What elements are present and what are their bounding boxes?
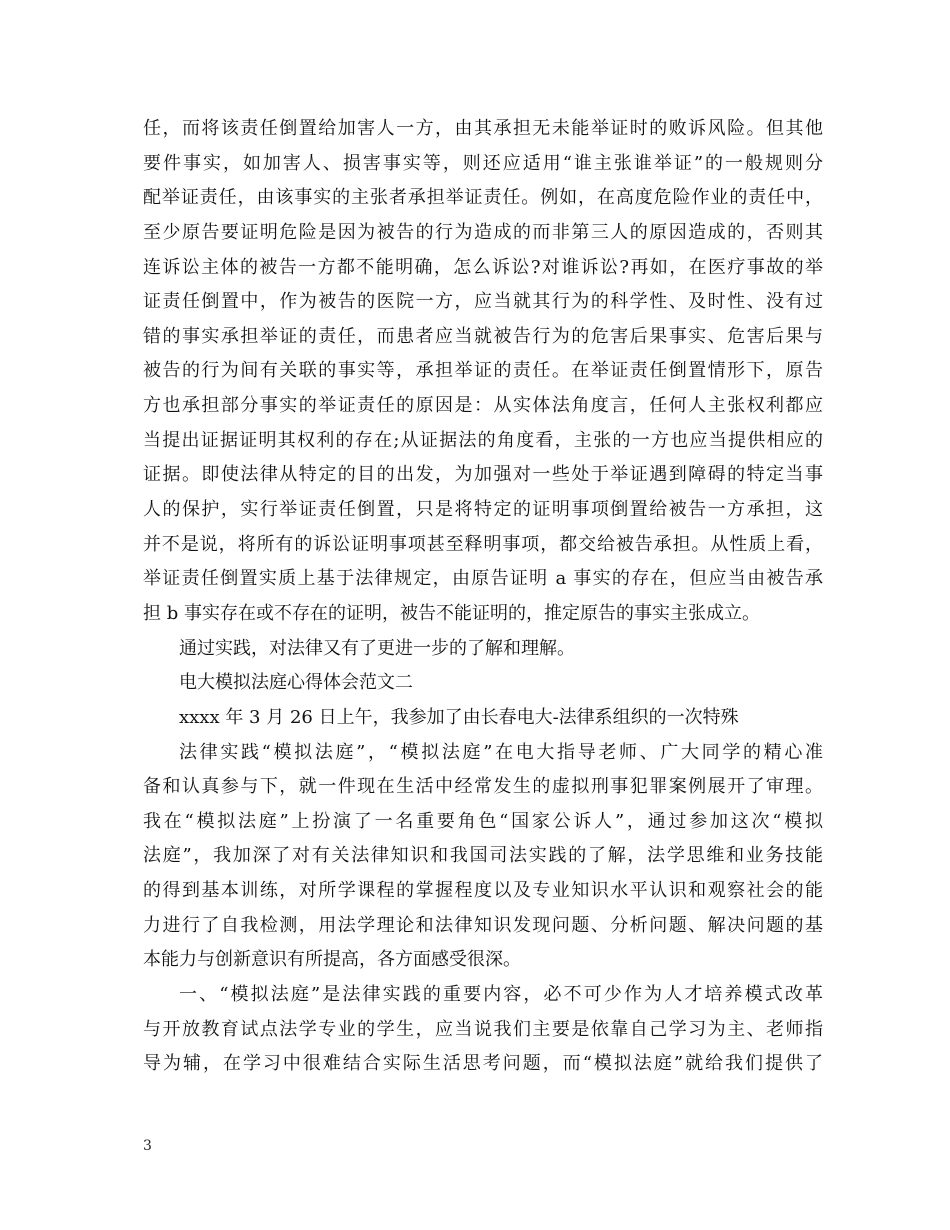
text-line: 要件事实，如加害人、损害事实等，则还应适用“谁主张谁举证”的一般规则分 bbox=[143, 152, 823, 174]
text-line: 法庭”，我加深了对有关法律知识和我国司法实践的了解，法学思维和业务技能 bbox=[143, 845, 823, 867]
text-line: 我在“模拟法庭”上扮演了一名重要角色“国家公诉人”，通过参加这次“模拟 bbox=[143, 810, 823, 832]
text-line: xxxx 年 3 月 26 日上午，我参加了由长春电大-法律系组织的一次特殊 bbox=[179, 706, 739, 728]
text-line: 人的保护，实行举证责任倒置，只是将特定的证明事项倒置给被告一方承担，这 bbox=[143, 499, 823, 521]
text-line: 连诉讼主体的被告一方都不能明确，怎么诉讼?对谁诉讼?再如，在医疗事故的举 bbox=[143, 256, 823, 278]
text-line: 导为辅，在学习中很难结合实际生活思考问题，而“模拟法庭”就给我们提供了 bbox=[143, 1053, 823, 1075]
text-line: 力进行了自我检测，用法学理论和法律知识发现问题、分析问题、解决问题的基 bbox=[143, 914, 823, 936]
text-line: 与开放教育试点法学专业的学生，应当说我们主要是依靠自己学习为主、老师指 bbox=[143, 1018, 823, 1040]
text-line: 法律实践“模拟法庭”，“模拟法庭”在电大指导老师、广大同学的精心准 bbox=[179, 741, 823, 763]
text-line: 至少原告要证明危险是因为被告的行为造成的而非第三人的原因造成的，否则其 bbox=[143, 221, 823, 243]
text-line: 被告的行为间有关联的事实等，承担举证的责任。在举证责任倒置情形下，原告 bbox=[143, 360, 823, 382]
section-heading: 电大模拟法庭心得体会范文二 bbox=[179, 672, 413, 694]
text-line: 并不是说，将所有的诉讼证明事项甚至释明事项，都交给被告承担。从性质上看， bbox=[143, 533, 823, 555]
text-line: 配举证责任，由该事实的主张者承担举证责任。例如，在高度危险作业的责任中， bbox=[143, 187, 823, 209]
text-line: 当提出证据证明其权利的存在;从证据法的角度看，主张的一方也应当提供相应的 bbox=[143, 429, 823, 451]
text-line: 错的事实承担举证的责任，而患者应当就被告行为的危害后果事实、危害后果与 bbox=[143, 325, 823, 347]
text-line: 通过实践，对法律又有了更进一步的了解和理解。 bbox=[179, 637, 575, 659]
text-line: 本能力与创新意识有所提高，各方面感受很深。 bbox=[143, 949, 521, 971]
text-line: 备和认真参与下，就一件现在生活中经常发生的虚拟刑事犯罪案例展开了审理。 bbox=[143, 776, 823, 798]
text-line: 的得到基本训练，对所学课程的掌握程度以及专业知识水平认识和观察社会的能 bbox=[143, 880, 823, 902]
text-line: 方也承担部分事实的举证责任的原因是：从实体法角度言，任何人主张权利都应 bbox=[143, 395, 823, 417]
text-line: 举证责任倒置实质上基于法律规定，由原告证明 a 事实的存在，但应当由被告承 bbox=[143, 568, 823, 590]
text-line: 担 b 事实存在或不存在的证明，被告不能证明的，推定原告的事实主张成立。 bbox=[143, 602, 760, 624]
text-line: 证据。即使法律从特定的目的出发，为加强对一些处于举证遇到障碍的特定当事 bbox=[143, 464, 823, 486]
page-number: 3 bbox=[143, 1138, 152, 1154]
text-line: 一、“模拟法庭”是法律实践的重要内容，必不可少作为人才培养模式改革 bbox=[179, 984, 823, 1006]
text-line: 证责任倒置中，作为被告的医院一方，应当就其行为的科学性、及时性、没有过 bbox=[143, 291, 823, 313]
text-line: 任，而将该责任倒置给加害人一方，由其承担无未能举证时的败诉风险。但其他 bbox=[143, 118, 823, 139]
body-text bbox=[143, 112, 823, 1082]
